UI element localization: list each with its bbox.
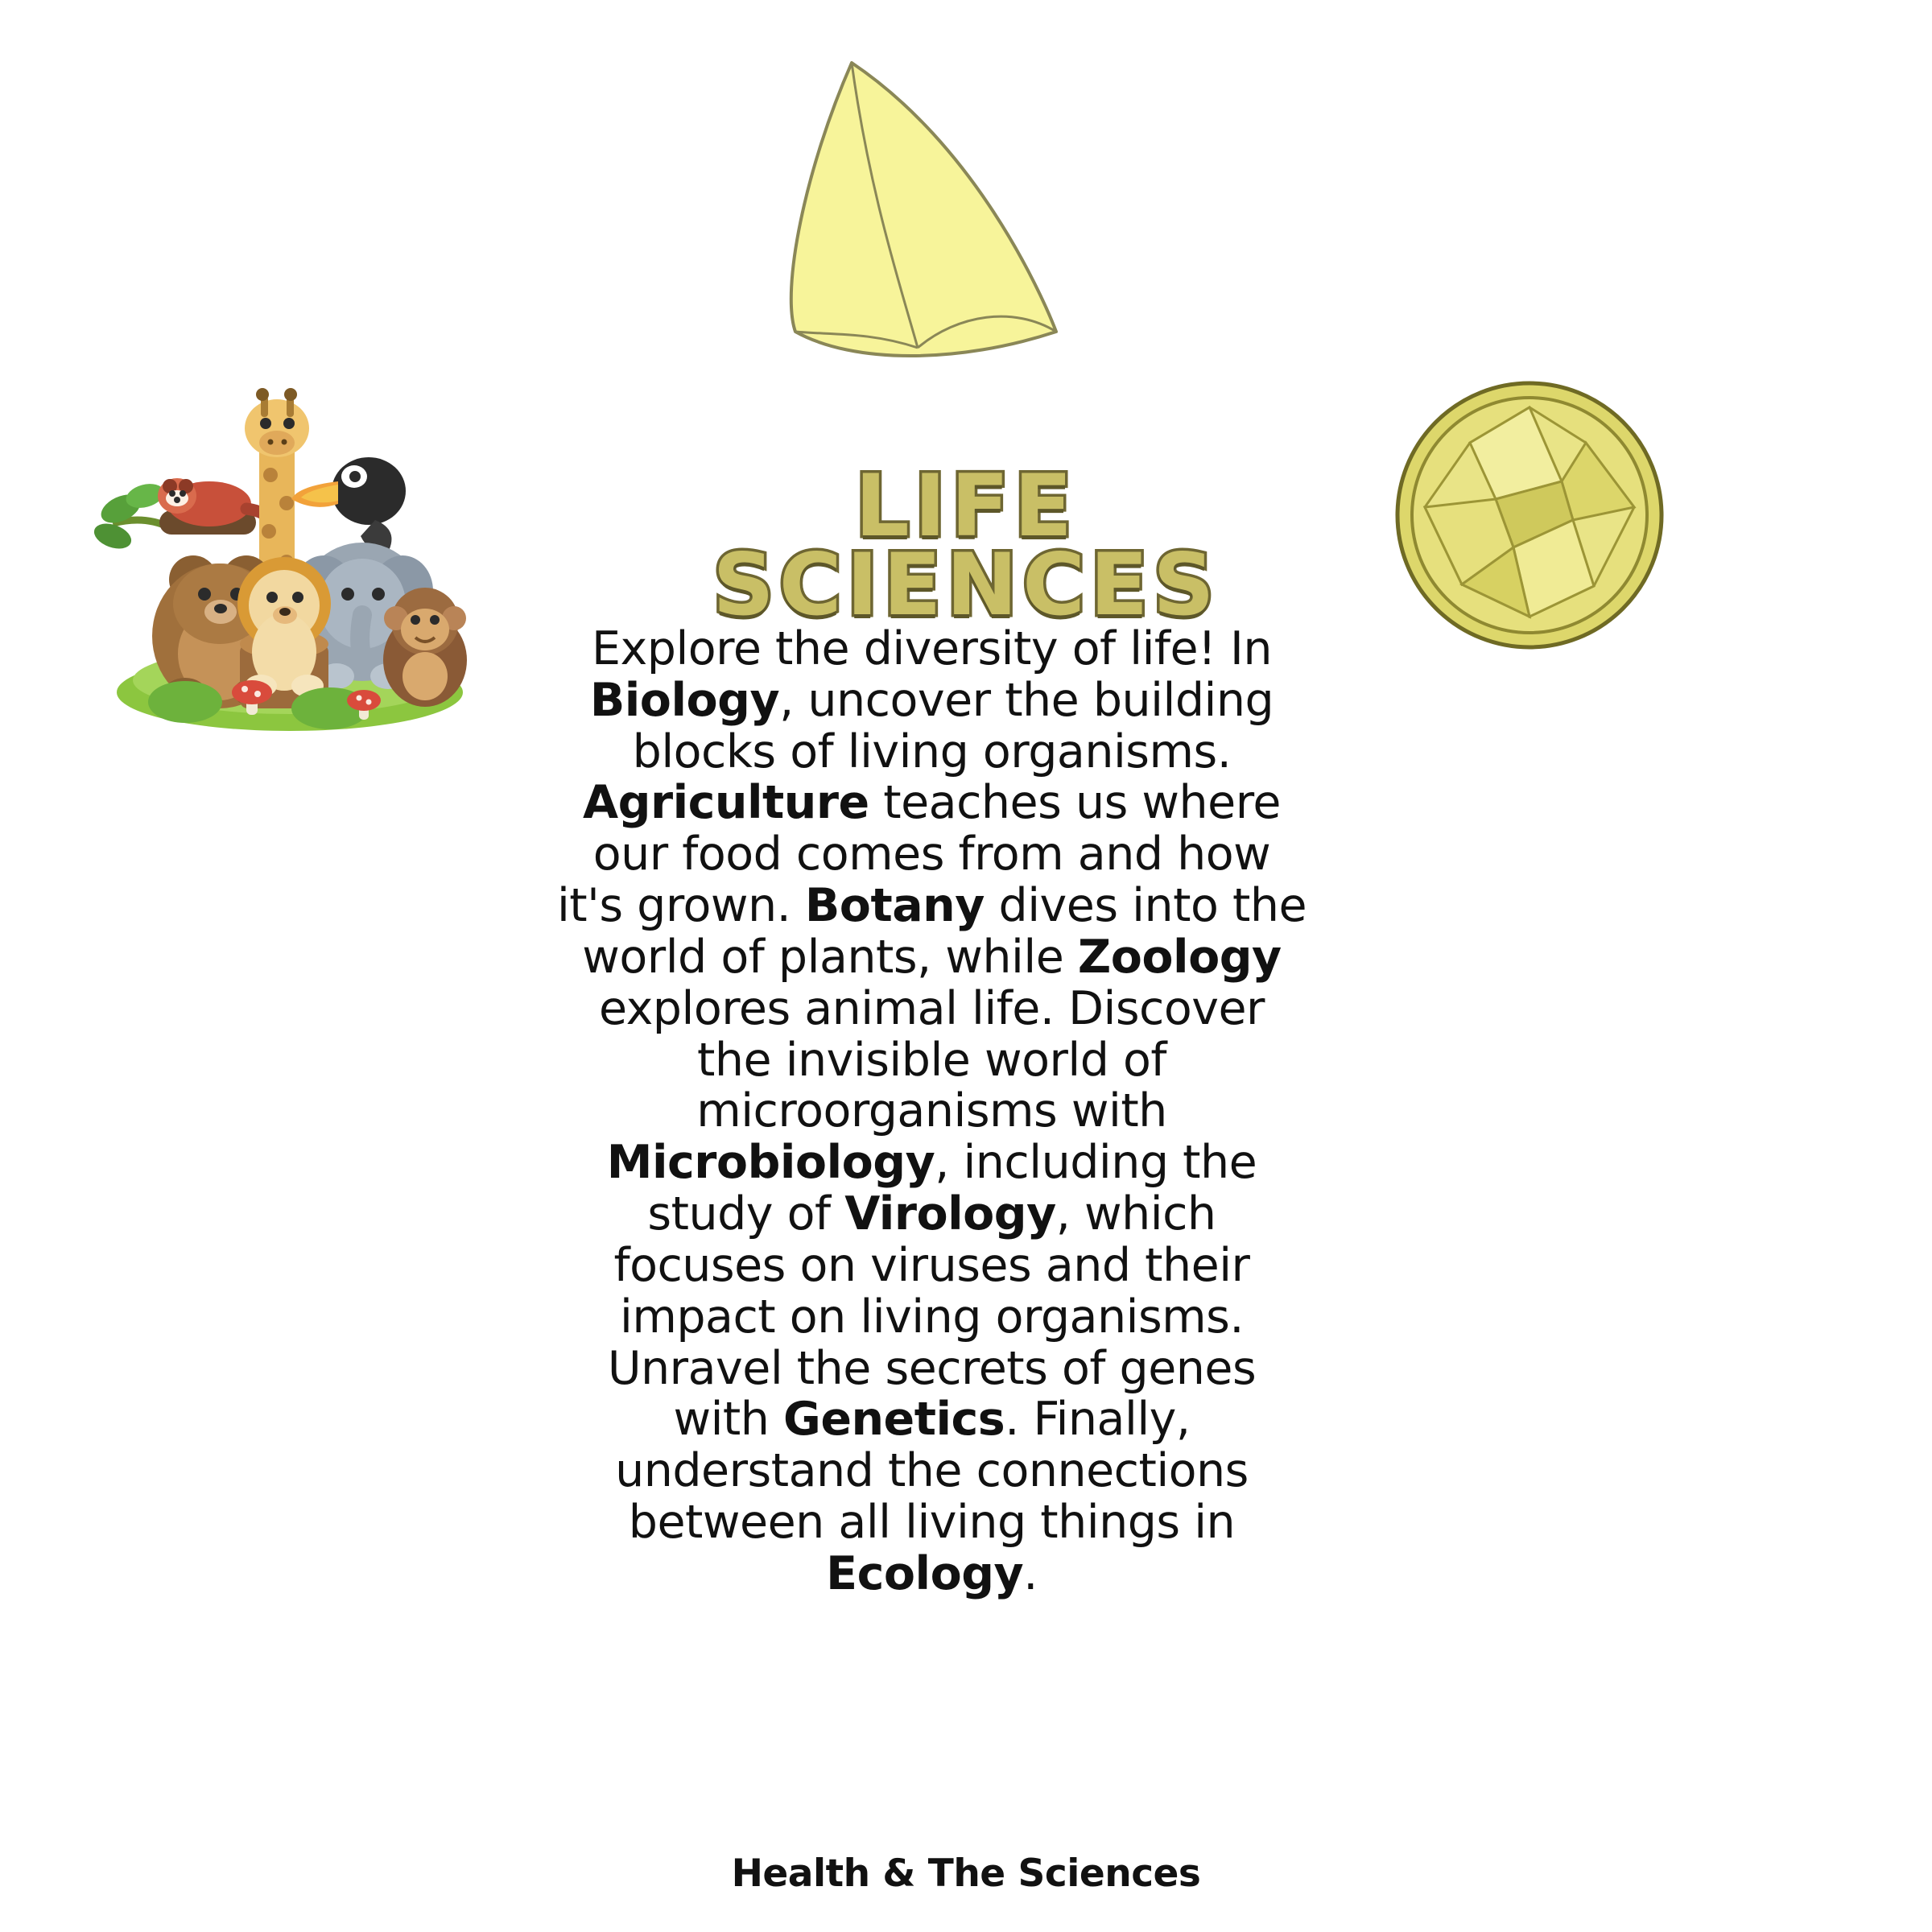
gold-gem-coin: [1393, 378, 1666, 652]
title-line-1: LIFE: [855, 456, 1077, 555]
footer-caption: Health & The Sciences: [731, 1852, 1201, 1896]
page-title: [564, 456, 1368, 634]
animal-group-illustration: [89, 338, 491, 741]
title-line-2: SCIENCES: [712, 535, 1220, 634]
body-paragraph: Explore the diversity of life! In Biology, uncover the building blocks of living organisms. Agriculture teaches us where our food comes from and how it's grown. Botany dives into the world of plants, while Zoology explores animal life. Discover the invisible world of microorganisms with Microbiology, including the study of Virology, which focuses on viruses and their impact on living organisms. Unravel the secrets of genes with Genetics. Finally, understand the connections between all living things in Ecology.: [556, 622, 1307, 1600]
yellow-leaf-shape: [757, 48, 1095, 402]
